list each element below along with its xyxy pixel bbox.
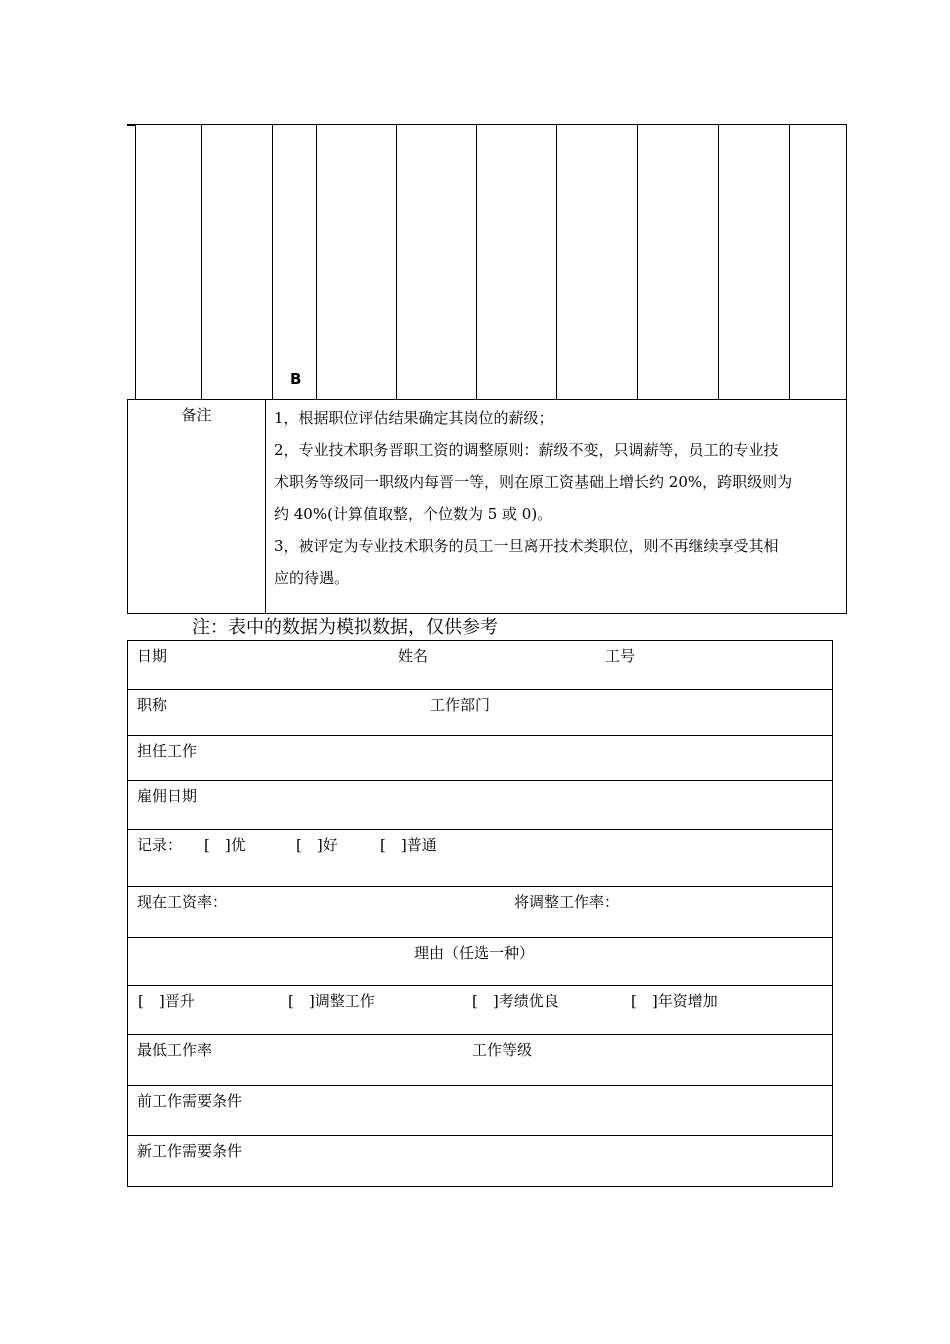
record-label: 记录： [137,836,183,854]
remarks-line: 术职务等级同一职级内每晋一等，则在原工资基础上增长约 20%，跨职级则为 [274,473,793,491]
remarks-body [266,400,846,613]
current-rate-label[interactable]: 现在工资率： [137,893,228,911]
reason-option-performance[interactable]: [ ]考绩优良 [472,992,559,1010]
remarks-line: 应的待遇。 [274,569,350,587]
hire-date-label[interactable]: 雇佣日期 [137,787,198,805]
prev-requirements-label[interactable]: 前工作需要条件 [137,1092,243,1110]
remarks-line: 2，专业技术职务晋职工资的调整原则：薪级不变，只调薪等，员工的专业技 [274,441,779,459]
grid-column-line [556,125,557,399]
remarks-row [127,399,847,614]
form-row-min-rate [128,1035,832,1086]
title-label[interactable]: 职称 [137,696,168,714]
remarks-label: 备注 [128,400,266,613]
reason-option-seniority[interactable]: [ ]年资增加 [631,992,718,1010]
date-label[interactable]: 日期 [137,647,168,665]
reason-option-job-change[interactable]: [ ]调整工作 [288,992,375,1010]
record-option-normal[interactable]: [ ]普通 [380,836,437,854]
min-rate-label[interactable]: 最低工作率 [137,1041,213,1059]
evaluation-grid-table [127,124,847,399]
job-grade-label[interactable]: 工作等级 [472,1041,533,1059]
form-row-new-requirements [128,1136,832,1187]
new-requirements-label[interactable]: 新工作需要条件 [137,1142,243,1160]
department-label[interactable]: 工作部门 [430,696,491,714]
record-option-good[interactable]: [ ]好 [296,836,338,854]
name-label[interactable]: 姓名 [398,647,429,665]
form-row-basic-info [128,641,832,690]
grid-column-line [637,125,638,399]
grade-cell-b: B [290,370,302,388]
salary-adjustment-form [127,640,833,1187]
grid-column-line [316,125,317,399]
reason-option-promotion[interactable]: [ ]晋升 [138,992,195,1010]
grid-column-line [789,125,790,399]
grid-column-line [201,125,202,399]
form-row-hire-date [128,781,832,830]
remarks-line: 1，根据职位评估结果确定其岗位的薪级； [274,409,554,427]
employee-no-label[interactable]: 工号 [605,647,636,665]
grid-column-line [135,125,136,399]
remarks-line: 约 40%(计算值取整，个位数为 5 或 0)。 [274,505,553,523]
record-option-excellent[interactable]: [ ]优 [204,836,246,854]
job-label[interactable]: 担任工作 [137,742,198,760]
grid-column-line [396,125,397,399]
form-row-rates [128,887,832,938]
reason-title: 理由（任选一种） [414,944,535,962]
form-row-title [128,690,832,736]
grid-column-line [476,125,477,399]
form-row-reason-options [128,986,832,1035]
data-disclaimer-note: 注：表中的数据为模拟数据，仅供参考 [192,617,498,638]
grid-column-line [272,125,273,399]
form-row-job [128,736,832,781]
new-rate-label[interactable]: 将调整工作率： [514,893,620,911]
form-row-prev-requirements [128,1086,832,1136]
form-row-reason-title [128,938,832,986]
form-row-record [128,830,832,887]
remarks-line: 3，被评定为专业技术职务的员工一旦离开技术类职位，则不再继续享受其相 [274,537,779,555]
grid-column-line [718,125,719,399]
